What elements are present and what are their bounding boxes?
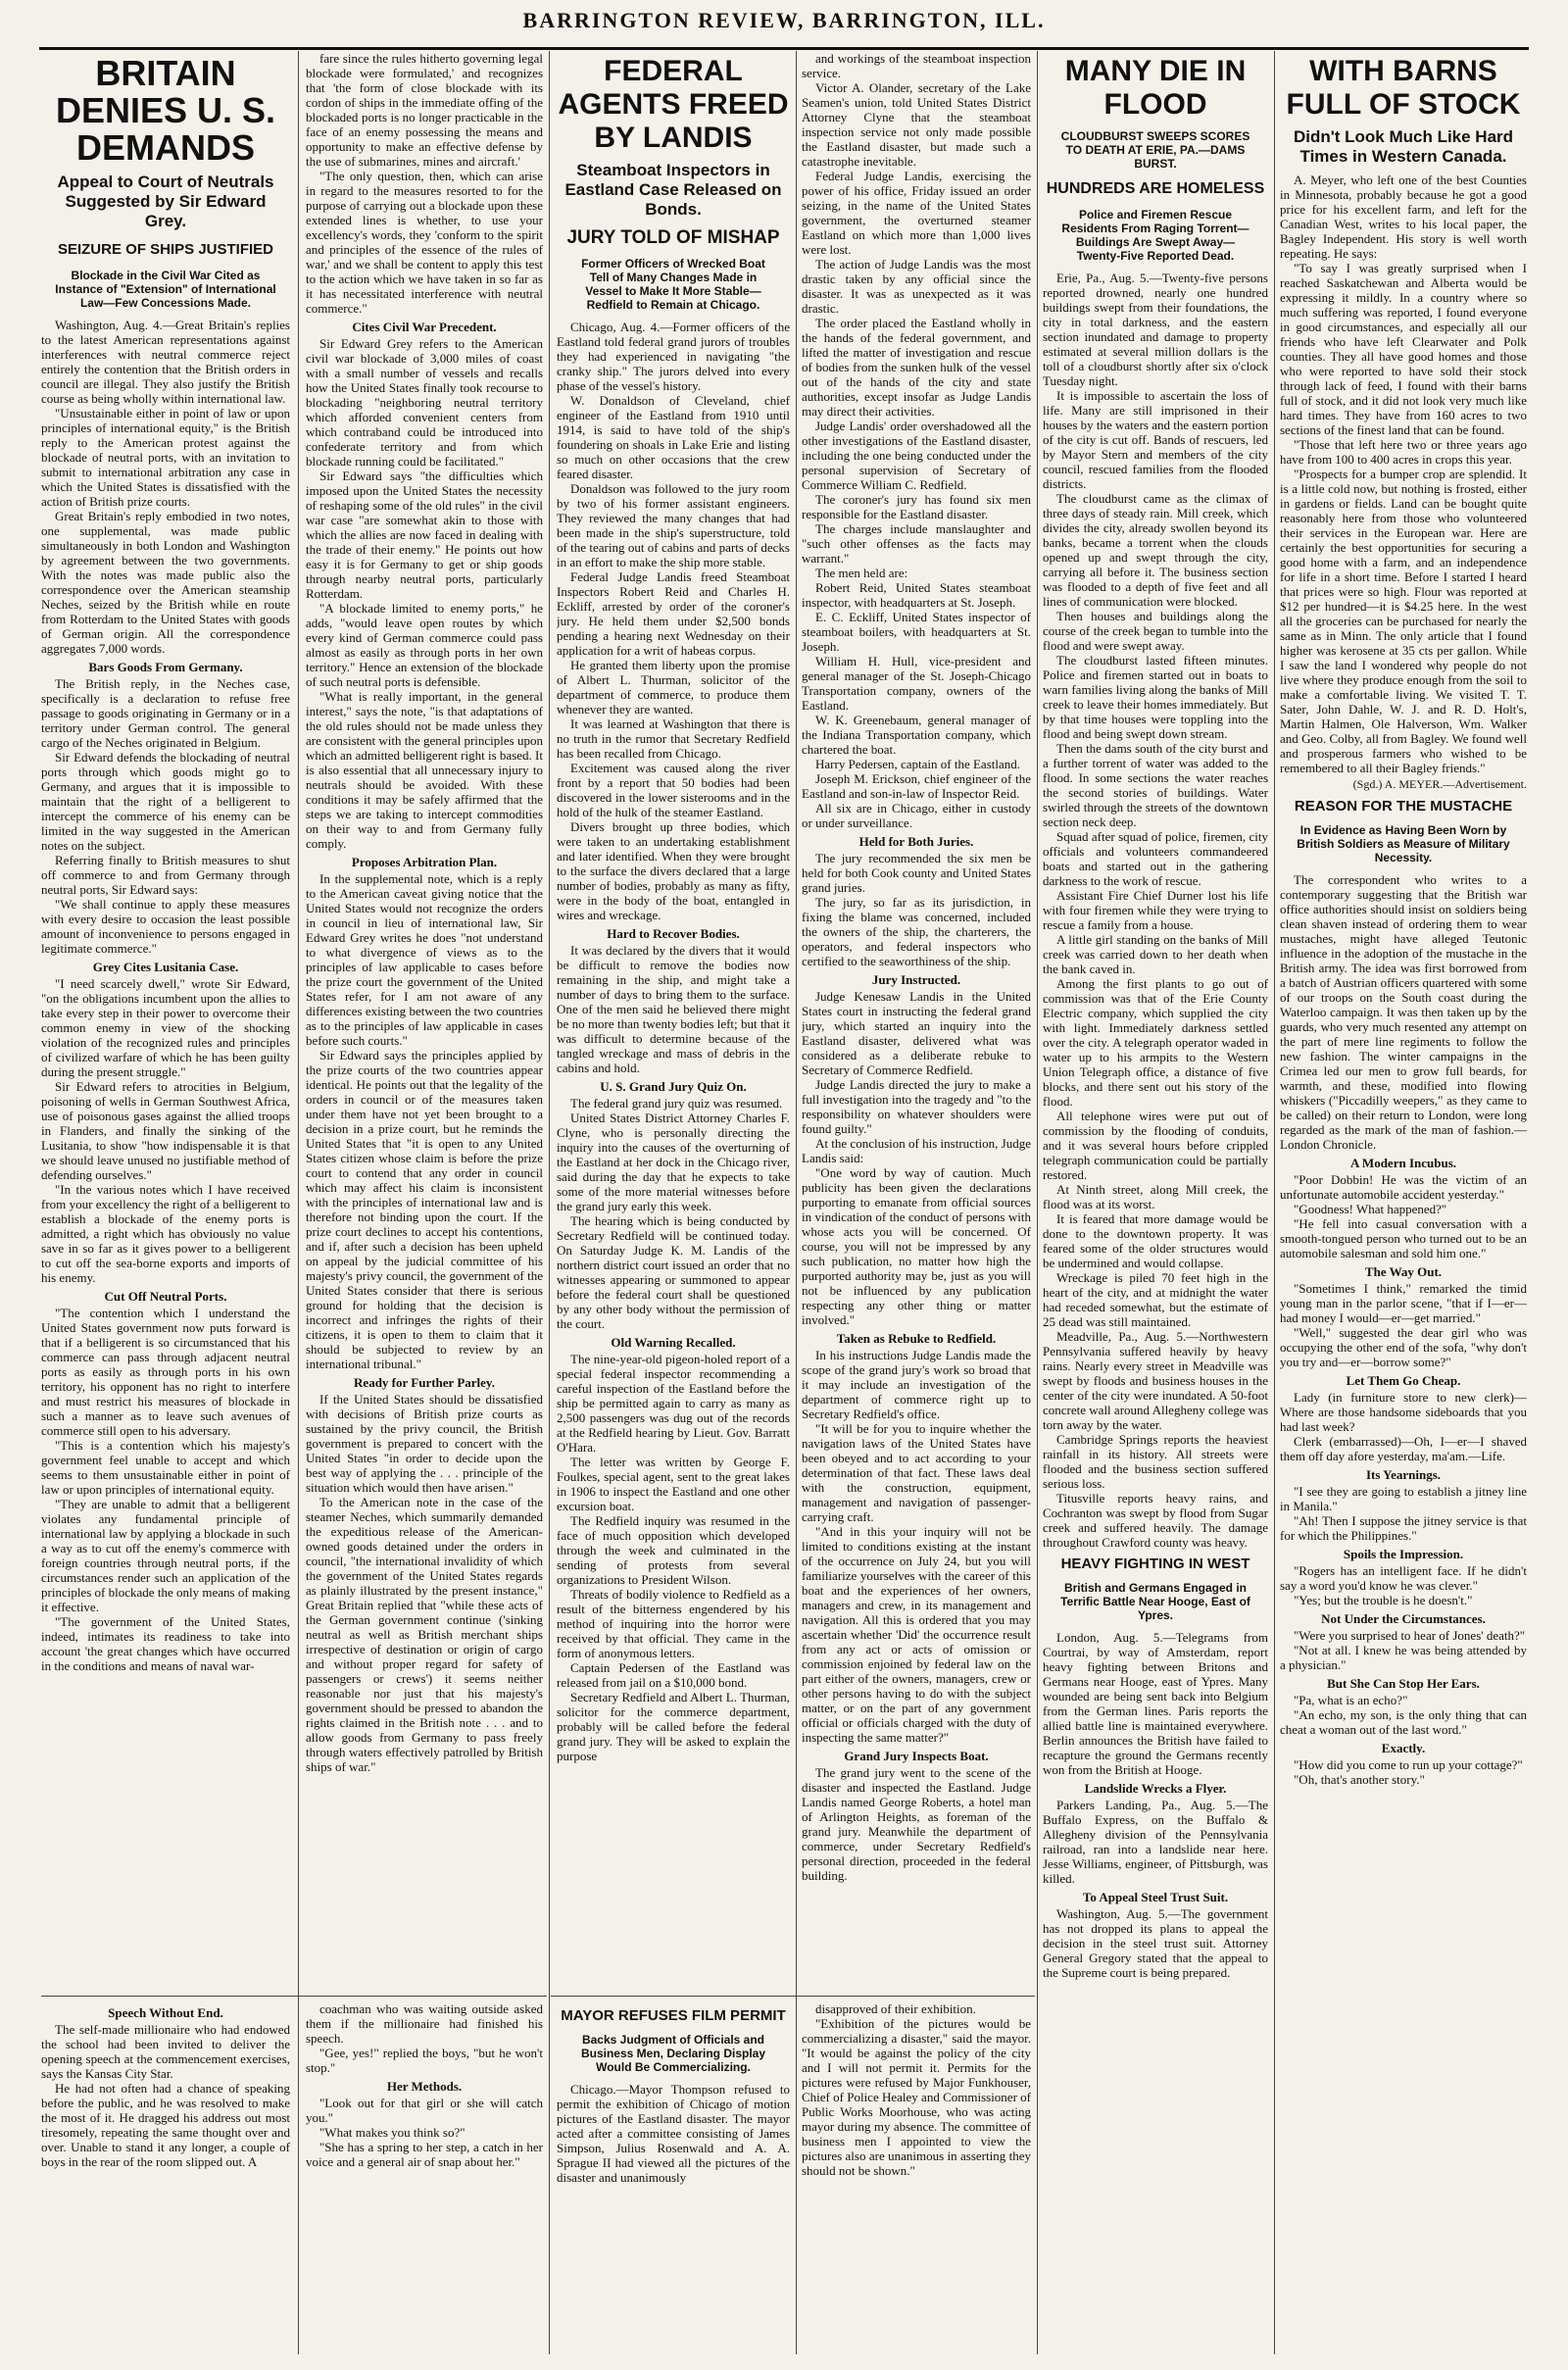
paragraph: Joseph M. Erickson, chief engineer of the Eastland and son-in-law of Inspector Reid. [802, 771, 1031, 801]
paragraph: "Poor Dobbin! He was the victim of an unfortunate automobile accident yesterday." [1280, 1172, 1527, 1202]
paragraph: and workings of the steamboat inspection service. [802, 51, 1031, 80]
paragraph: At Ninth street, along Mill creek, the flood was at its worst. [1043, 1182, 1268, 1211]
paragraph: E. C. Eckliff, United States inspector of steamboat boilers, with headquarters at St. Joseph. [802, 610, 1031, 654]
deck-seizure: SEIZURE OF SHIPS JUSTIFIED [57, 241, 274, 258]
paragraph: Captain Pedersen of the Eastland was released from jail on a $10,000 bond. [557, 1660, 790, 1690]
section-heading: Grand Jury Inspects Boat. [844, 1749, 989, 1763]
section-heading: But She Can Stop Her Ears. [1327, 1676, 1480, 1691]
paragraph: Judge Landis directed the jury to make a full investigation into the tragedy and "to the responsibility on whatever shoulders were found guilty." [802, 1077, 1031, 1136]
paragraph: Federal Judge Landis freed Steamboat Inspectors Robert Reid and Charles H. Eckliff, arrested by order of the coroner's jury. He held them under $2,500 bonds pending a hearing next Wednesday on their application for a writ of habeas corpus. [557, 569, 790, 658]
deck: Steamboat Inspectors in Eastland Case Released on Bonds. [564, 161, 782, 219]
paragraph: All six are in Chicago, either in custody or under surveillance. [802, 801, 1031, 830]
section-heading: The Way Out. [1364, 1264, 1443, 1279]
paragraph: Then the dams south of the city burst and a further torrent of water was added to the flood. In some sections the water reaches the second stories of buildings. Water swirled through the streets of the downtown section neck deep. [1043, 741, 1268, 829]
paragraph: Among the first plants to go out of commission was that of the Erie County Electric company, which supplied the city with light. Immediately darkness settled over the city. A telegraph operator waded in water up to his armpits to the Western Union Telegraph office, a distance of five blocks, and there sent out his story of the flood. [1043, 976, 1268, 1109]
paragraph: The cloudburst lasted fifteen minutes. Police and firemen started out in boats to warn families living along the banks of Mill creek to leave their homes immediately. But by that time houses were toppling into the flood and being swept down stream. [1043, 653, 1268, 741]
paragraph: Referring finally to British measures to shut off commerce to and from Germany through neutral ports, Sir Edward says: [41, 853, 290, 897]
paragraph: "Rogers has an intelligent face. If he didn't say a word you'd know he was clever." [1280, 1563, 1527, 1593]
paragraph: Washington, Aug. 4.—Great Britain's replies to the latest American representations against interferences with neutral commerce reject entirely the contention that the British orders in council are illegal. They also justify the British course as being wholly within international law. [41, 318, 290, 406]
headline-mustache: REASON FOR THE MUSTACHE [1294, 798, 1513, 815]
paragraph: "Gee, yes!" replied the boys, "but he won't stop." [306, 2046, 543, 2075]
column-2 [306, 51, 543, 1994]
paragraph: "It will be for you to inquire whether the navigation laws of the United States have been obeyed and to act according to your determination of that fact. These laws deal with the construction, equipment, management and navigation of passenger-carrying craft. [802, 1421, 1031, 1524]
section-heading: Hard to Recover Bodies. [607, 926, 740, 941]
paragraph: Washington, Aug. 5.—The government has not dropped its plans to appeal the decision in the steel trust suit. Attorney General Gregory stated that the appeal to the Supreme court is being prepared. [1043, 1906, 1268, 1980]
paragraph: The correspondent who writes to a contemporary suggesting that the British war office authorities should insist on soldiers being clean shaven instead of ordering them to wear mustaches, might have alleged Teutonic influence in the adoption of the mustache in the British army. The idea was first borrowed from a batch of Austrian officers quartered with some of our troops on the South coast during the Waterloo campaign. It was then taken up by the guards, who very much resented any attempt on the part of mere line regiments to follow the new fashion. The winter campaigns in the Crimea led our men to grow full beards, for warmth, and these, modified into flowing whiskers ("Piccadilly weepers," as they came to be called) on their return to London, were long regarded as the mark of the man of fashion.—London Chronicle. [1280, 872, 1527, 1152]
paragraph: Sir Edward says the principles applied by the prize courts of the two countries appear identical. He points out that the legality of the orders in council or of the measures taken under them have not yet been brought to a decision in a prize court, but he reminds the United States that "it is open to any United States citizen whose claim is before the prize court to contend that any order in council which may affect his claim is inconsistent with the principles of international law and is therefore not binding upon the court. If the prize court declines to accept his contentions, and if, after such a decision has been upheld on appeal by the judicial committee of his majesty's privy council, the government of the United States consider that there is serious ground for holding that the decision is incorrect and infringes the rights of their citizens, it is open to them to claim that it should be subjected to review by an international tribunal." [306, 1048, 543, 1371]
section-heading: Ready for Further Parley. [354, 1375, 495, 1390]
story-speech-without-end [41, 2001, 290, 2354]
paragraph: W. Donaldson of Cleveland, chief engineer of the Eastland from 1910 until 1914, is said to have told of the ship's foundering on shoals in Lake Erie and listing so much on other occasions that the crew feared disaster. [557, 393, 790, 481]
paragraph: The nine-year-old pigeon-holed report of a special federal inspector recommending a careful inspection of the Eastland before the ship be permitted again to carry as many as 2,500 passengers was dug out of the records at the Redfield hearing by Lieut. Gov. Barratt O'Hara. [557, 1352, 790, 1455]
deck-homeless: HUNDREDS ARE HOMELESS [1046, 180, 1265, 197]
paragraph: The action of Judge Landis was the most drastic taken by any official since the disaster. It was as unexpected as it was drastic. [802, 257, 1031, 316]
paragraph: Chicago.—Mayor Thompson refused to permit the exhibition of Chicago of motion pictures of the Eastland disaster. The mayor acted after a committee consisting of James Simpson, Julius Rosenwald and A. A. Sprague II had viewed all the pictures of the disaster and unanimously [557, 2082, 790, 2185]
section-heading: Held for Both Juries. [858, 834, 974, 849]
paragraph: It was learned at Washington that there is no truth in the rumor that Secretary Redfield has been recalled from Chicago. [557, 716, 790, 761]
paragraph: Meadville, Pa., Aug. 5.—Northwestern Pennsylvania suffered heavily by heavy rains. Nearly every street in Meadville was swept by floods and business houses in the center of the city were inundated. A 50-foot concrete wall around Allegheny college was torn away by the water. [1043, 1329, 1268, 1432]
paragraph: "Pa, what is an echo?" [1294, 1693, 1408, 1707]
paragraph: "The government of the United States, indeed, intimates its readiness to take into account 'the great changes which have occurred in the conditions and means of naval war- [41, 1614, 290, 1673]
paragraph: "The contention which I understand the United States government now puts forward is that if a belligerent is so circumstanced that his commerce can pass through adjacent neutral ports as easily as through ports in his own territory, his opponent has no right to interfere and must restrict his measures of blockade in such a manner as to leave such avenues of commerce still open to his adversary. [41, 1306, 290, 1438]
paragraph: If the United States should be dissatisfied with decisions of British prize courts as sustained by the privy council, the British government is prepared to concert with the United States "in order to decide upon the best way of applying the . . . principle of the situation which would then have arisen." [306, 1392, 543, 1495]
subhead: Blockade in the Civil War Cited as Instance of "Extension" of International Law—Few Concessions Made. [55, 269, 276, 310]
headline-with-barns: WITH BARNS FULL OF STOCK [1286, 55, 1521, 121]
paragraph: The charges include manslaughter and "such other offenses as the facts may warrant." [802, 521, 1031, 566]
section-heading: Its Yearnings. [1365, 1467, 1442, 1482]
paragraph: "They are unable to admit that a belligerent violates any fundamental principle of international law by applying a blockade in such a way as to cut off the enemy's commerce with foreign countries through neutral ports, if the circumstances render such an application of the principles of blockade the only means of making it effective. [41, 1497, 290, 1614]
paragraph: "He fell into casual conversation with a smooth-tongued person who turned out to be an automobile salesman and sold him one." [1280, 1216, 1527, 1260]
paragraph: Sir Edward refers to atrocities in Belgium, poisoning of wells in German Southwest Africa, use of poisonous gases against the allied troops in Flanders, and finally the sinking of the Lusitania, to show "how indispensable it is that we should leave unused no justifiable method of defending ourselves." [41, 1079, 290, 1182]
paragraph: "Prospects for a bumper crop are splendid. It is a little cold now, but nothing is frosted, either in gardens or fields. Land can be bought quite reasonably here from those who volunteered their services in the European war. Here are certainly the best opportunities for securing a good home with a farm, and an independence for life in a short time. Before I started I heard that prices were so high. Flour was reported at $12 per hundred—it is $4.25 here. In the west all the groceries can be purchased for nearly the same as in Minn. The only article that I found higher was kerosene at 35 cts per gallon. While I saw the land I wondered why people do not live where they produce enough from the soil to make a comfortable living. We visited T. T. Sater, John Dahle, W. J. and R. D. Holt's, Martin Halmen, Ole Halverson, Wm. Walker and Geo. Colby, all from Bagley. We found well and prosperous farmers who wished to be remembered to all their Bagley friends." [1280, 467, 1527, 775]
column-rule [1274, 51, 1275, 2354]
advertisement-signature: (Sgd.) A. MEYER.—Advertisement. [1352, 777, 1527, 791]
paragraph: "In the various notes which I have received from your excellency the right of a belligerent to establish a blockade of the enemy ports is admitted, a right which has obviously no value save in so far as it gives power to a belligerent to cut off the sea-borne exports and imports of his enemy. [41, 1182, 290, 1285]
paragraph: Wreckage is piled 70 feet high in the heart of the city, and at midnight the water had receded somewhat, but the estimate of 25 dead was still maintained. [1043, 1270, 1268, 1329]
paragraph: Erie, Pa., Aug. 5.—Twenty-five persons reported drowned, nearly one hundred buildings swept from their foundations, the city in total darkness, and the eastern section inundated and damage to property estimated at several million dollars is the toll of a cloudburst shortly after six o'clock Tuesday night. [1043, 271, 1268, 388]
paragraph: "How did you come to run up your cottage?" [1294, 1757, 1523, 1772]
paragraph: Judge Landis' order overshadowed all the other investigations of the Eastland disaster, including the one being conducted under the personal supervision of Secretary of Commerce William C. Redfield. [802, 419, 1031, 492]
paragraph: "Sometimes I think," remarked the timid young man in the parlor scene, "that if I—er—had money I would—er—get married." [1280, 1281, 1527, 1325]
paragraph: "We shall continue to apply these measures with every desire to occasion the least possible amount of inconvenience to persons engaged in legitimate commerce." [41, 897, 290, 956]
paragraph: W. K. Greenebaum, general manager of the Indiana Transportation company, which chartered the boat. [802, 713, 1031, 757]
paragraph: London, Aug. 5.—Telegrams from Courtrai, by way of Amsterdam, report heavy fighting between Britons and Germans near Hooge, east of Ypres. Many wounded are being sent back into Belgium from the German lines. Paris reports the allied battle line is maintained everywhere. Berlin announces the British have failed to recapture the ground the Germans recently won from the British at Hooge. [1043, 1630, 1268, 1777]
section-divider [41, 1996, 547, 1997]
deck-jury-told: JURY TOLD OF MISHAP [566, 227, 780, 248]
paragraph: "Ah! Then I suppose the jitney service is that for which the Philippines." [1280, 1513, 1527, 1543]
paragraph: Then houses and buildings along the course of the creek began to tumble into the flood and were swept away. [1043, 609, 1268, 653]
paragraph: Divers brought up three bodies, which were taken to an undertaking establishment and later identified. When they were brought to the surface the divers declared that a large number of bodies, probably as many as fifty, were in the body of the boat, entangled in wires and wreckage. [557, 819, 790, 922]
paragraph: "The only question, then, which can arise in regard to the measures resorted to for the purpose of carrying out a blockade upon these extended lines is whether, to use your excellency's words, they 'conform to the spirit and principles of the essence of the rules of war,' and we shall be content to apply this test to the action which we have taken in so far as it has necessitated interference with neutral commerce." [306, 169, 543, 316]
paragraph: Great Britain's reply embodied in two notes, one supplemental, was made public simultaneously in both London and Washington by agreement between the two governments. With the notes was made public also the correspondence over the American steamship Neches, seized by the British while en route from Rotterdam to the United States with goods of German origin. All the correspondence aggregates 7,000 words. [41, 509, 290, 656]
paragraph: "Unsustainable either in point of law or upon principles of international equity," is the British reply to the American protest against the blockade of neutral ports, with an invitation to submit to international arbitration any case in which the United States is dissatisfied with the action of British prize courts. [41, 406, 290, 509]
headline-heavy-fighting: HEAVY FIGHTING IN WEST [1060, 1555, 1250, 1572]
subhead: In Evidence as Having Been Worn by British Soldiers as Measure of Military Necessity. [1297, 823, 1510, 864]
section-heading: U. S. Grand Jury Quiz On. [600, 1079, 747, 1094]
paragraph: A little girl standing on the banks of Mill creek was carried down to her death when the bank caved in. [1043, 932, 1268, 976]
paragraph: "Those that left here two or three years ago have from 100 to 400 acres in crops this year. [1280, 437, 1527, 467]
paragraph: "Oh, that's another story." [1294, 1772, 1425, 1787]
paragraph: The letter was written by George F. Foulkes, special agent, sent to the great lakes in 1906 to inspect the Eastland and one other excursion boat. [557, 1455, 790, 1513]
subhead: Backs Judgment of Officials and Business Men, Declaring Display Would Be Commercializing. [580, 2033, 766, 2074]
paragraph: Chicago, Aug. 4.—Former officers of the Eastland told federal grand jurors of troubles they had experienced in navigating "the cranky ship." The jurors delved into every phase of the vessel's history. [557, 320, 790, 393]
section-divider [551, 1996, 1035, 1997]
paragraph: Parkers Landing, Pa., Aug. 5.—The Buffalo Express, on the Buffalo & Allegheny division of the Pennsylvania railroad, ran into a landslide near here. Jesse Williams, engineer, of Pittsburgh, was killed. [1043, 1798, 1268, 1886]
paragraph: Secretary Redfield and Albert L. Thurman, solicitor for the commerce department, probably will be called before the federal grand jury. They will be asked to explain the purpose [557, 1690, 790, 1763]
paragraph: Robert Reid, United States steamboat inspector, with headquarters at St. Joseph. [802, 580, 1031, 610]
headline-mayor-refuses: MAYOR REFUSES FILM PERMIT [561, 2007, 786, 2024]
paragraph: At the conclusion of his instruction, Judge Landis said: [802, 1136, 1031, 1165]
column-rule [1037, 51, 1038, 2354]
deck: Didn't Look Much Like Hard Times in Western Canada. [1293, 127, 1514, 166]
paragraph: The order placed the Eastland wholly in the hands of the federal government, and lifted the matter of investigation and rescue of bodies from the sunken hulk of the vessel out of the hands of the city and state authorities, except insofar as Judge Landis may direct their activities. [802, 316, 1031, 419]
paragraph: A. Meyer, who left one of the best Counties in Minnesota, probably because he got a good price for his excellent farm, and left for the Canadian West, writes to his local paper, the Bagley Independent. His story is well worth repeating. He says: [1280, 173, 1527, 261]
section-heading: Let Them Go Cheap. [1346, 1373, 1461, 1388]
paragraph: fare since the rules hitherto governing legal blockade were formulated,' and recognizes that 'the form of close blockade with its cordon of ships in the immediate offing of the blockaded ports is no longer practicable in the face of an enemy possessing the means and opportunity to make an effective defense by the use of submarines, mines and aircraft.' [306, 51, 543, 169]
column-5 [1043, 51, 1268, 2354]
paragraph: The jury, so far as its jurisdiction, in fixing the blame was concerned, included the owners of the ship, the charterers, the operators, and federal inspectors who certified to the seaworthiness of the ship. [802, 895, 1031, 968]
paragraph: "One word by way of caution. Much publicity has been given the declarations purporting to emanate from official sources in vindication of the conduct of persons with whose acts you will be concerned. Of course, you will not be impressed by any such publication, no matter how high the purported authority may be, just as you will not be influenced by any publication respecting any other thing or matter involved." [802, 1165, 1031, 1327]
section-heading: Taken as Rebuke to Redfield. [836, 1331, 997, 1346]
paragraph: Squad after squad of police, firemen, city officials and volunteers commandeered boats and started out in the gathering darkness to the work of rescue. [1043, 829, 1268, 888]
paragraph: The coroner's jury has found six men responsible for the Eastland disaster. [802, 492, 1031, 521]
paragraph: The men held are: [815, 566, 908, 580]
paragraph: Judge Kenesaw Landis in the United States court in instructing the federal grand jury, which started an inquiry into the Eastland disaster, delivered what was considered as a deliberate rebuke to Secretary of Commerce Redfield. [802, 989, 1031, 1077]
paragraph: The Redfield inquiry was resumed in the face of much opposition which developed through the week and culminated in the sending of protests from several organizations to President Wilson. [557, 1513, 790, 1587]
paragraph: Harry Pedersen, captain of the Eastland. [815, 757, 1021, 771]
paragraph: Threats of bodily violence to Redfield as a result of the bitterness engendered by his method of inquiring into the horror were received by that official. They came in the form of anonymous letters. [557, 1587, 790, 1660]
paragraph: The jury recommended the six men be held for both Cook county and United States grand juries. [802, 851, 1031, 895]
paragraph: "Well," suggested the dear girl who was occupying the other end of the sofa, "why don't you try and—er—borrow some?" [1280, 1325, 1527, 1369]
paragraph: In his instructions Judge Landis made the scope of the grand jury's work so broad that it may include an investigation of the department of commerce right up to Secretary Redfield's office. [802, 1348, 1031, 1421]
paragraph: Excitement was caused along the river front by a report that 50 bodies had been discovered in the lower sisterooms and in the hold of the hulk of the steamer Eastland. [557, 761, 790, 819]
paragraph: United States District Attorney Charles F. Clyne, who is personally directing the inquiry into the causes of the overturning of the Eastland at her dock in the Chicago river, said during the day that he expects to take some of the more material witnesses before the grand jury early this week. [557, 1111, 790, 1213]
paragraph: The self-made millionaire who had endowed the school had been invited to deliver the opening speech at the commencement exercises, says the Kansas City Star. [41, 2022, 290, 2081]
paragraph: It is feared that more damage would be done to the downtown property. It was feared some of the older structures would be undermined and would collapse. [1043, 1211, 1268, 1270]
paragraph: "Goodness! What happened?" [1294, 1202, 1447, 1216]
paragraph: Clerk (embarrassed)—Oh, I—er—I shaved them off day afore yesterday, ma'am.—Life. [1280, 1434, 1527, 1463]
column-rule [549, 51, 550, 2354]
section-heading: Spoils the Impression. [1343, 1547, 1464, 1561]
story-her-methods [306, 2001, 543, 2354]
paragraph: Donaldson was followed to the jury room by two of his former assistant engineers. They reviewed the many changes that had been made in the ship's superstructure, told of the tearing out of cabins and parts of decks in an effort to make the ship more stable. [557, 481, 790, 569]
section-heading: Landslide Wrecks a Flyer. [1084, 1781, 1227, 1796]
section-heading: A Modern Incubus. [1350, 1156, 1456, 1170]
section-heading: Speech Without End. [108, 2005, 223, 2020]
section-heading: Old Warning Recalled. [611, 1335, 736, 1350]
paragraph: He had not often had a chance of speaking before the public, and he was resolved to make the most of it. He dragged his address out most tiresomely, repeating the same thought over and over. Unable to stand it any longer, a couple of boys in the rear of the room slipped out. A [41, 2081, 290, 2169]
paragraph: Assistant Fire Chief Durner lost his life with four firemen while they were trying to rescue a family from a house. [1043, 888, 1268, 932]
paragraph: "This is a contention which his majesty's government feel unable to accept and which seems to them unsustainable either in point of law or upon principles of international equity. [41, 1438, 290, 1497]
paragraph: "What is really important, in the general interest," says the note, "is that adaptations of the old rules should not be made unless they are consistent with the general principles upon which an admitted belligerent right is based. It is also essential that all unnecessary injury to neutrals should be avoided. With these conditions it may be safely affirmed that the steps we are taking to intercept commodities on their way to and from Germany fully comply. [306, 689, 543, 851]
paragraph: The British reply, in the Neches case, specifically is a declaration to refuse free passage to goods originating in Germany or in a territory under German control. The general cargo of the Neches originated in Belgium. [41, 676, 290, 750]
section-heading: Cut Off Neutral Ports. [104, 1289, 227, 1304]
column-rule [796, 51, 797, 2354]
paragraph: Cambridge Springs reports the heaviest rainfall in its history. All streets were flooded and the business section suffered serious loss. [1043, 1432, 1268, 1491]
paragraph: "What makes you think so?" [319, 2125, 466, 2140]
paragraph: Sir Edward says "the difficulties which imposed upon the United States the necessity of reshaping some of the old rules" in the civil war case "are somewhat akin to those with which the allies are now faced in dealing with the trade of their enemy." He points out how easy it is for Germany to get or ship goods through nearby neutral ports, particularly Rotterdam. [306, 469, 543, 601]
paragraph: "Not at all. I knew he was being attended by a physician." [1280, 1643, 1527, 1672]
paragraph: In the supplemental note, which is a reply to the American caveat giving notice that the United States would not recognize the orders in council in lieu of international law, Sir Edward Grey writes he does "not understand to what divergence of views as to the principles of law applicable to cases before the prize court the government of the United States refer, for I am not aware of any differences existing between the two countries as to the principles of law applicable in cases before such courts." [306, 871, 543, 1048]
subhead: Police and Firemen Rescue Residents From Raging Torrent—Buildings Are Swept Away—Twenty-Five Reported Dead. [1061, 208, 1250, 263]
masthead: BARRINGTON REVIEW, BARRINGTON, ILL. [39, 8, 1529, 50]
subhead: CLOUDBURST SWEEPS SCORES TO DEATH AT ERIE, PA.—DAMS BURST. [1060, 129, 1250, 171]
subhead: British and Germans Engaged in Terrific Battle Near Hooge, East of Ypres. [1060, 1581, 1250, 1622]
paragraph: Titusville reports heavy rains, and Cochranton was swept by flood from Sugar creek and suffered heavily. The damage throughout Crawford county was heavy. [1043, 1491, 1268, 1550]
paragraph: "Look out for that girl or she will catch you." [306, 2096, 543, 2125]
headline-federal-agents: FEDERAL AGENTS FREED BY LANDIS [558, 55, 789, 154]
section-heading: Not Under the Circumstances. [1321, 1611, 1486, 1626]
paragraph: "An echo, my son, is the only thing that can cheat a woman out of the last word." [1280, 1707, 1527, 1737]
paragraph: "She has a spring to her step, a catch in her voice and a general air of snap about her." [306, 2140, 543, 2169]
section-heading: To Appeal Steel Trust Suit. [1082, 1890, 1229, 1904]
paragraph: The hearing which is being conducted by Secretary Redfield will be continued today. On Saturday Judge K. M. Landis of the northern district court issued an order that no witnesses appearing or summoned to appear before the federal court shall be questioned by any other body without the permission of the court. [557, 1213, 790, 1331]
paragraph: William H. Hull, vice-president and general manager of the St. Joseph-Chicago Transportation company, owners of the Eastland. [802, 654, 1031, 713]
paragraph: "And in this your inquiry will not be limited to conditions existing at the instant of the occurrence on July 24, but you will familiarize yourselves with the career of this boat and the experiences of her owners, managers and crew, in its management and navigation. All this is ordered that you may ascertain whether 'Did' the occurrence result from any act or acts of omission or commission enjoined by federal law on the part either of the owners, managers, crew or other persons having to do with the subject matter, or on the part of any government official or officials charged with the duty of inspecting the same matter?" [802, 1524, 1031, 1745]
paragraph: He granted them liberty upon the promise of Albert L. Thurman, solicitor of the department of commerce, to produce them whenever they are wanted. [557, 658, 790, 716]
paragraph: "To say I was greatly surprised when I reached Saskatchewan and Alberta would be expressing it mildly. In a country where so much suffering was reported, I found everyone in good circumstances, and especially all our friends who have left Clearwater and Polk counties. They all have good homes and those who were reported to have sold their stock through lack of feed, I found with their barns full of stock, and it did not look very much like hard times. They have from 160 acres to two sections of the finest land that can be found. [1280, 261, 1527, 437]
section-heading: Her Methods. [386, 2079, 463, 2094]
paragraph: Victor A. Olander, secretary of the Lake Seamen's union, told United States District Attorney Clyne that the steamboat inspection service not only made possible the Eastland disaster, but made such a catastrophe inevitable. [802, 80, 1031, 169]
paragraph: coachman who was waiting outside asked them if the millionaire had finished his speech. [306, 2001, 543, 2046]
paragraph: "Were you surprised to hear of Jones' death?" [1294, 1628, 1526, 1643]
paragraph: "Yes; but the trouble is he doesn't." [1294, 1593, 1473, 1607]
section-heading: Bars Goods From Germany. [88, 660, 243, 674]
paragraph: "Exhibition of the pictures would be commercializing a disaster," said the mayor. "It would be against the policy of the city and I will not permit it. Permits for the pictures were refused by Major Funkhouser, Chief of Police Healey and Commissioner of Public Works Moorhouse, who was acting mayor during my absence. The committee of business men I appointed to view the pictures also are unanimous in asserting they should not be shown." [802, 2016, 1031, 2178]
story-mayor-film-permit [557, 2001, 790, 2354]
paragraph: The cloudburst came as the climax of three days of steady rain. Mill creek, which divides the city, already swollen beyond its banks, became a torrent when the clouds opened up and swept through the city, carrying all before it. The business section was flooded to a depth of five feet and all lines of communication were blocked. [1043, 491, 1268, 609]
column-1 [41, 51, 290, 1994]
paragraph: It is impossible to ascertain the loss of life. Many are still imprisoned in their houses by the waters and the eastern portion of the city is cut off. Bands of rescuers, led by Mayor Stern and members of the city council, rescued families from the flooded districts. [1043, 388, 1268, 491]
paragraph: It was declared by the divers that it would be difficult to remove the bodies now remaining in the ship, and might take a number of days to bring them to the surface. One of the men said he believed there might be no more than twenty bodies left; but that it was difficult to determine because of the tangled wreckage and mass of debris in the cabins and hold. [557, 943, 790, 1075]
paragraph: The grand jury went to the scene of the disaster and inspected the Eastland. Judge Landis named George Roberts, a hotel man of Arlington Heights, as foreman of the grand jury. Meanwhile the department of commerce, under Secretary Redfield's personal direction, proceeded in the federal building. [802, 1765, 1031, 1883]
paragraph: Sir Edward Grey refers to the American civil war blockade of 3,000 miles of coast with a small number of vessels and recalls how the United States finally took recourse to blockading "neighboring neutral territory which afforded convenient centers from which contraband could be introduced into confederate territory and from which blockade running could be facilitated." [306, 336, 543, 469]
paragraph: "A blockade limited to enemy ports," he adds, "would leave open routes by which every kind of German commerce could pass almost as easily as through ports in her own territory." Hence an extension of the blockade of such neutral ports is defensible. [306, 601, 543, 689]
section-heading: Cites Civil War Precedent. [352, 320, 497, 334]
column-3 [557, 51, 790, 1994]
paragraph: "I see they are going to establish a jitney line in Manila." [1280, 1484, 1527, 1513]
paragraph: The federal grand jury quiz was resumed. [570, 1096, 783, 1111]
deck: Appeal to Court of Neutrals Suggested by Sir Edward Grey. [57, 173, 274, 230]
column-4 [802, 51, 1031, 1994]
paragraph: Lady (in furniture store to new clerk)—Where are those handsome sideboards that you had last week? [1280, 1390, 1527, 1434]
subhead: Former Officers of Wrecked Boat Tell of Many Changes Made in Vessel to Make It More Stable—Redfield to Remain at Chicago. [581, 257, 765, 312]
section-heading: Proposes Arbitration Plan. [351, 855, 498, 869]
paragraph: Federal Judge Landis, exercising the power of his office, Friday issued an order seizing, in the name of the United States government, the overturned steamer Eastland on which more than 1,000 lives were lost. [802, 169, 1031, 257]
story-mayor-film-permit-continued [802, 2001, 1031, 2354]
section-heading: Jury Instructed. [871, 972, 961, 987]
headline-britain-denies: BRITAIN DENIES U. S. DEMANDS [55, 53, 276, 168]
column-rule [298, 51, 299, 2354]
headline-many-die: MANY DIE IN FLOOD [1064, 55, 1247, 121]
paragraph: All telephone wires were put out of commission by the flooding of conduits, and it was several hours before crippled telegraph communication could be partially restored. [1043, 1109, 1268, 1182]
paragraph: "I need scarcely dwell," wrote Sir Edward, "on the obligations incumbent upon the allies to take every step in their power to overcome their common enemy in view of the shocking violation of the recognized rules and principles of civilized warfare of which he has been guilty during the present struggle." [41, 976, 290, 1079]
paragraph: To the American note in the case of the steamer Neches, which summarily demanded the expeditious release of the American-owned goods detained under the orders in council, "the international invalidity of which the government of the United States regards as plainly illustrated by the present instance," Great Britain replied that "while these acts of the German government continue ('sinking neutral as well as British merchant ships irrespective of destination or origin of cargo and without proper regard for safety of passengers or crews') it seems neither reasonable nor just that his majesty's government should be pressed to abandon the rights claimed in the British note . . . and to allow goods from Germany to pass freely through waters effectively patrolled by British ships of war." [306, 1495, 543, 1774]
paragraph: disapproved of their exhibition. [815, 2001, 976, 2016]
section-heading: Exactly. [1381, 1741, 1426, 1755]
section-heading: Grey Cites Lusitania Case. [92, 960, 239, 974]
column-6 [1280, 51, 1527, 2354]
paragraph: Sir Edward defends the blockading of neutral ports through which goods might go to Germany, and argues that it is impossible to maintain that the right of a belligerent to intercept the commerce of his enemy can be limited in the way suggested in the American notes on the subject. [41, 750, 290, 853]
